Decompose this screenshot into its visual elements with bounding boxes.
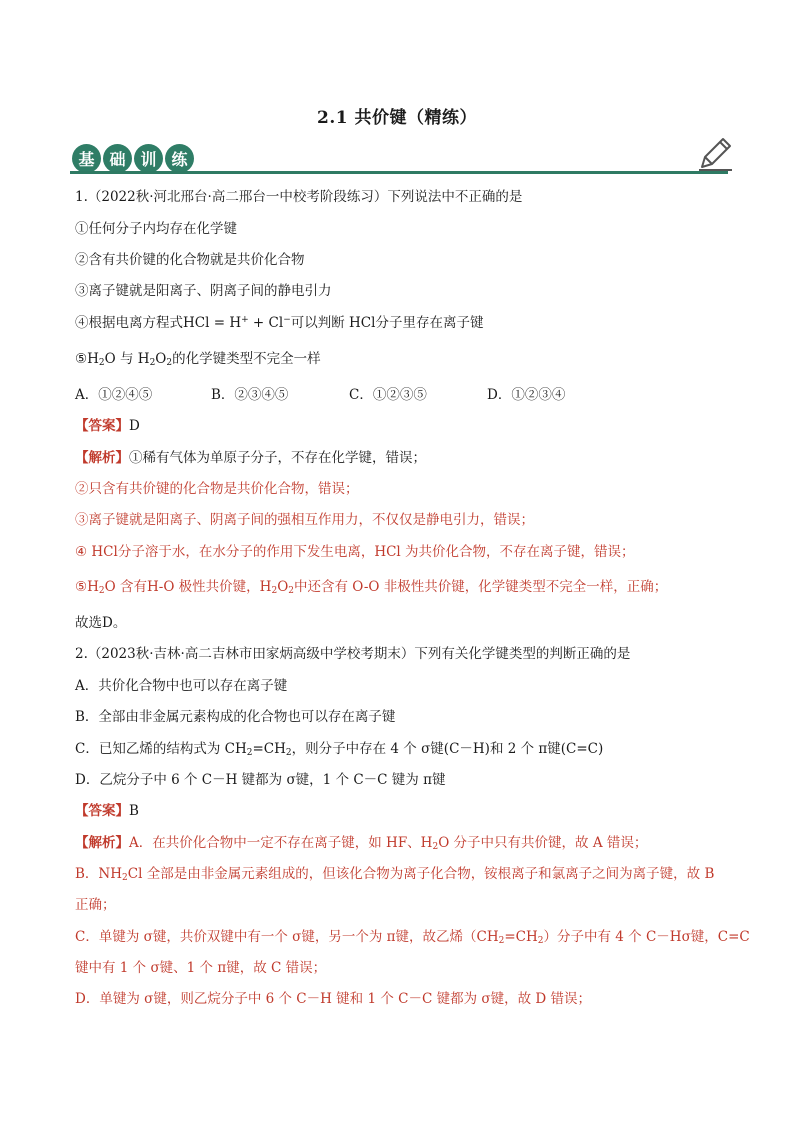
q2-option-b: B．全部由非金属元素构成的化合物也可以存在离子键 [75,709,396,725]
q1-statement-1: ①任何分子内均存在化学键 [75,221,237,237]
section-char-3: 训 [134,144,163,173]
q2-explanation-d: D．单键为 σ键，则乙烷分子中 6 个 C－H 键和 1 个 C－C 键都为 σ键，故 D 错误； [75,991,592,1007]
section-char-4: 练 [165,144,194,173]
section-char-1: 基 [72,144,101,173]
q1-option-d: D．①②③④ [487,387,566,403]
q1-option-c: C．①②③⑤ [349,387,427,403]
pencil-icon [696,135,734,173]
q1-statement-4: ④根据电离方程式HCl = H+ + Cl−可以判断 HCl分子里存在离子键 [75,315,484,331]
q1-conclusion: 故选D。 [75,615,127,631]
q2-explanation-a: 【解析】A．在共价化合物中一定不存在离子键，如 HF、$H_2O$ 分子中只有共价键，故 A 错误； [75,835,648,852]
q1-explanation-5: $⑤H_2O$ 含有H-O 极性共价键，$H_2O_2$中还含有 O-O 非极性共价键，化学键类型不完全一样，正确； [75,579,668,596]
q2-explanation-b: B．$NH_2Cl$ 全部是由非金属元素组成的，但该化合物为离子化合物，铵根离子和氯离子之间为离子键，故 B [75,866,715,883]
q2-explanation-b-cont: 正确； [75,897,116,913]
q2-option-a: A．共价化合物中也可以存在离子键 [75,678,288,694]
q1-option-b: B．②③④⑤ [211,387,289,403]
q1-explanation-4: ④ HCl分子溶于水，在水分子的作用下发生电离，HCl 为共价化合物，不存在离子键，错误； [75,544,635,560]
q1-statement-3: ③离子键就是阳离子、阴离子间的静电引力 [75,283,332,299]
section-banner [70,141,734,177]
q1-explanation-2: ②只含有共价键的化合物是共价化合物，错误； [75,481,359,497]
q2-answer: 【答案】B [75,803,139,819]
q2-option-c: C．已知乙烯的结构式为 $CH_2=CH_2$，则分子中存在 4 个 σ键(C－H)和 2 个 π键(C=C) [75,741,604,758]
page-title: 2.1 共价键（精练） [317,108,477,128]
q1-answer: 【答案】D [75,418,140,434]
section-char-2: 础 [103,144,132,173]
q1-statement-5: $⑤H_2O$ 与 $H_2O_2$的化学键类型不完全一样 [75,351,321,368]
q2-explanation-c: C．单键为 σ键，共价双键中有一个 σ键，另一个为 π键，故乙烯$(CH_2=CH_2)$分子中有 4 个 C－Hσ键，C=C [75,929,750,946]
q1-option-a: A．①②④⑤ [75,387,153,403]
section-divider [70,171,728,174]
section-badges [72,144,194,173]
q1-stem: 1.（2022秋·河北邢台·高二邢台一中校考阶段练习）下列说法中不正确的是 [75,189,523,205]
q1-explanation-3: ③离子键就是阳离子、阴离子间的强相互作用力，不仅仅是静电引力，错误； [75,512,534,528]
q2-stem: 2.（2023秋·吉林·高二吉林市田家炳高级中学校考期末）下列有关化学键类型的判断正确的是 [75,646,631,662]
q1-options [75,383,565,403]
q2-explanation-c-cont: 键中有 1 个 σ键、1 个 π键，故 C 错误； [75,960,327,976]
q1-explanation-1: 【解析】①稀有气体为单原子分子，不存在化学键，错误； [75,450,426,466]
q1-statement-2: ②含有共价键的化合物就是共价化合物 [75,252,305,268]
q2-option-d: D．乙烷分子中 6 个 C－H 键都为 σ键，1 个 C－C 键为 π键 [75,772,446,788]
